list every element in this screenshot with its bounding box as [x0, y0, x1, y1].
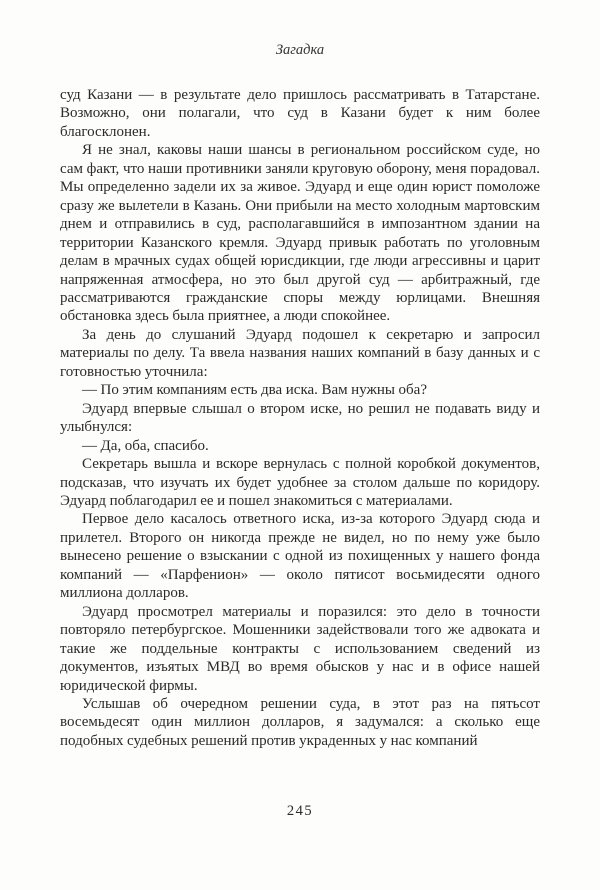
- paragraph: Эдуард просмотрел материалы и поразился: это дело в точности повторяло петербургское. Мошенники задействовали того же адвоката и такие же поддельные контракты с использованием сведений из документов, изъятых МВД во время обысков у нас и в офисе нашей юридической фирмы.: [60, 603, 540, 694]
- page-number: 245: [286, 803, 314, 819]
- paragraph: Эдуард впервые слышал о втором иске, но решил не подавать виду и улыбнулся:: [60, 400, 540, 436]
- paragraph: — По этим компаниям есть два иска. Вам нужны оба?: [82, 382, 427, 399]
- paragraph: — Да, оба, спасибо.: [82, 437, 209, 454]
- paragraph: Первое дело касалось ответного иска, из-за которого Эдуард сюда и прилетел. Второго он никогда прежде не видел, но по нему уже было вынесено решение о взыскании с одной из похищенных у нашего фонда компаний — «Парфенион» — около пятисот восьмидесяти одного миллиона долларов.: [60, 511, 540, 602]
- paragraph: За день до слушаний Эдуард подошел к секретарю и запросил материалы по делу. Та ввела названия наших компаний в базу данных и с готовностью уточнила:: [60, 326, 540, 380]
- page-body: [60, 86, 540, 750]
- paragraph: Я не знал, каковы наши шансы в региональном российском суде, но сам факт, что наши противники заняли круговую оборону, меня порадовал. Мы определенно задели их за живое. Эдуард и еще один юрист помоложе сразу же вылетели в Казань. Они прибыли на место холодным мартовским днем и отправились в суд, располагавшийся в импозантном здании на территории Казанского кремля. Эдуард привык работать по уголовным делам в мрачных судах общей юрисдикции, где люди агрессивны и царит напряженная атмосфера, но это был другой суд — арбитражный, где рассматриваются гражданские споры между юрлицами. Внешняя обстановка здесь была приятнее, а люди спокойнее.: [60, 142, 540, 325]
- paragraph: Услышав об очередном решении суда, в этот раз на пятьсот восемьдесят один миллион долларов, я задумался: а сколько еще подобных судебных решений против украденных у нас компаний: [60, 695, 540, 749]
- running-head: Загадка: [275, 42, 325, 58]
- paragraph: суд Казани — в результате дело пришлось рассматривать в Татарстане. Возможно, они полагали, что суд в Казани будет к ним более благосклонен.: [60, 87, 540, 140]
- paragraph: Секретарь вышла и вскоре вернулась с полной коробкой документов, подсказав, что изучать их будет удобнее за столом дальше по коридору. Эдуард поблагодарил ее и пошел знакомиться с материалами.: [60, 456, 540, 509]
